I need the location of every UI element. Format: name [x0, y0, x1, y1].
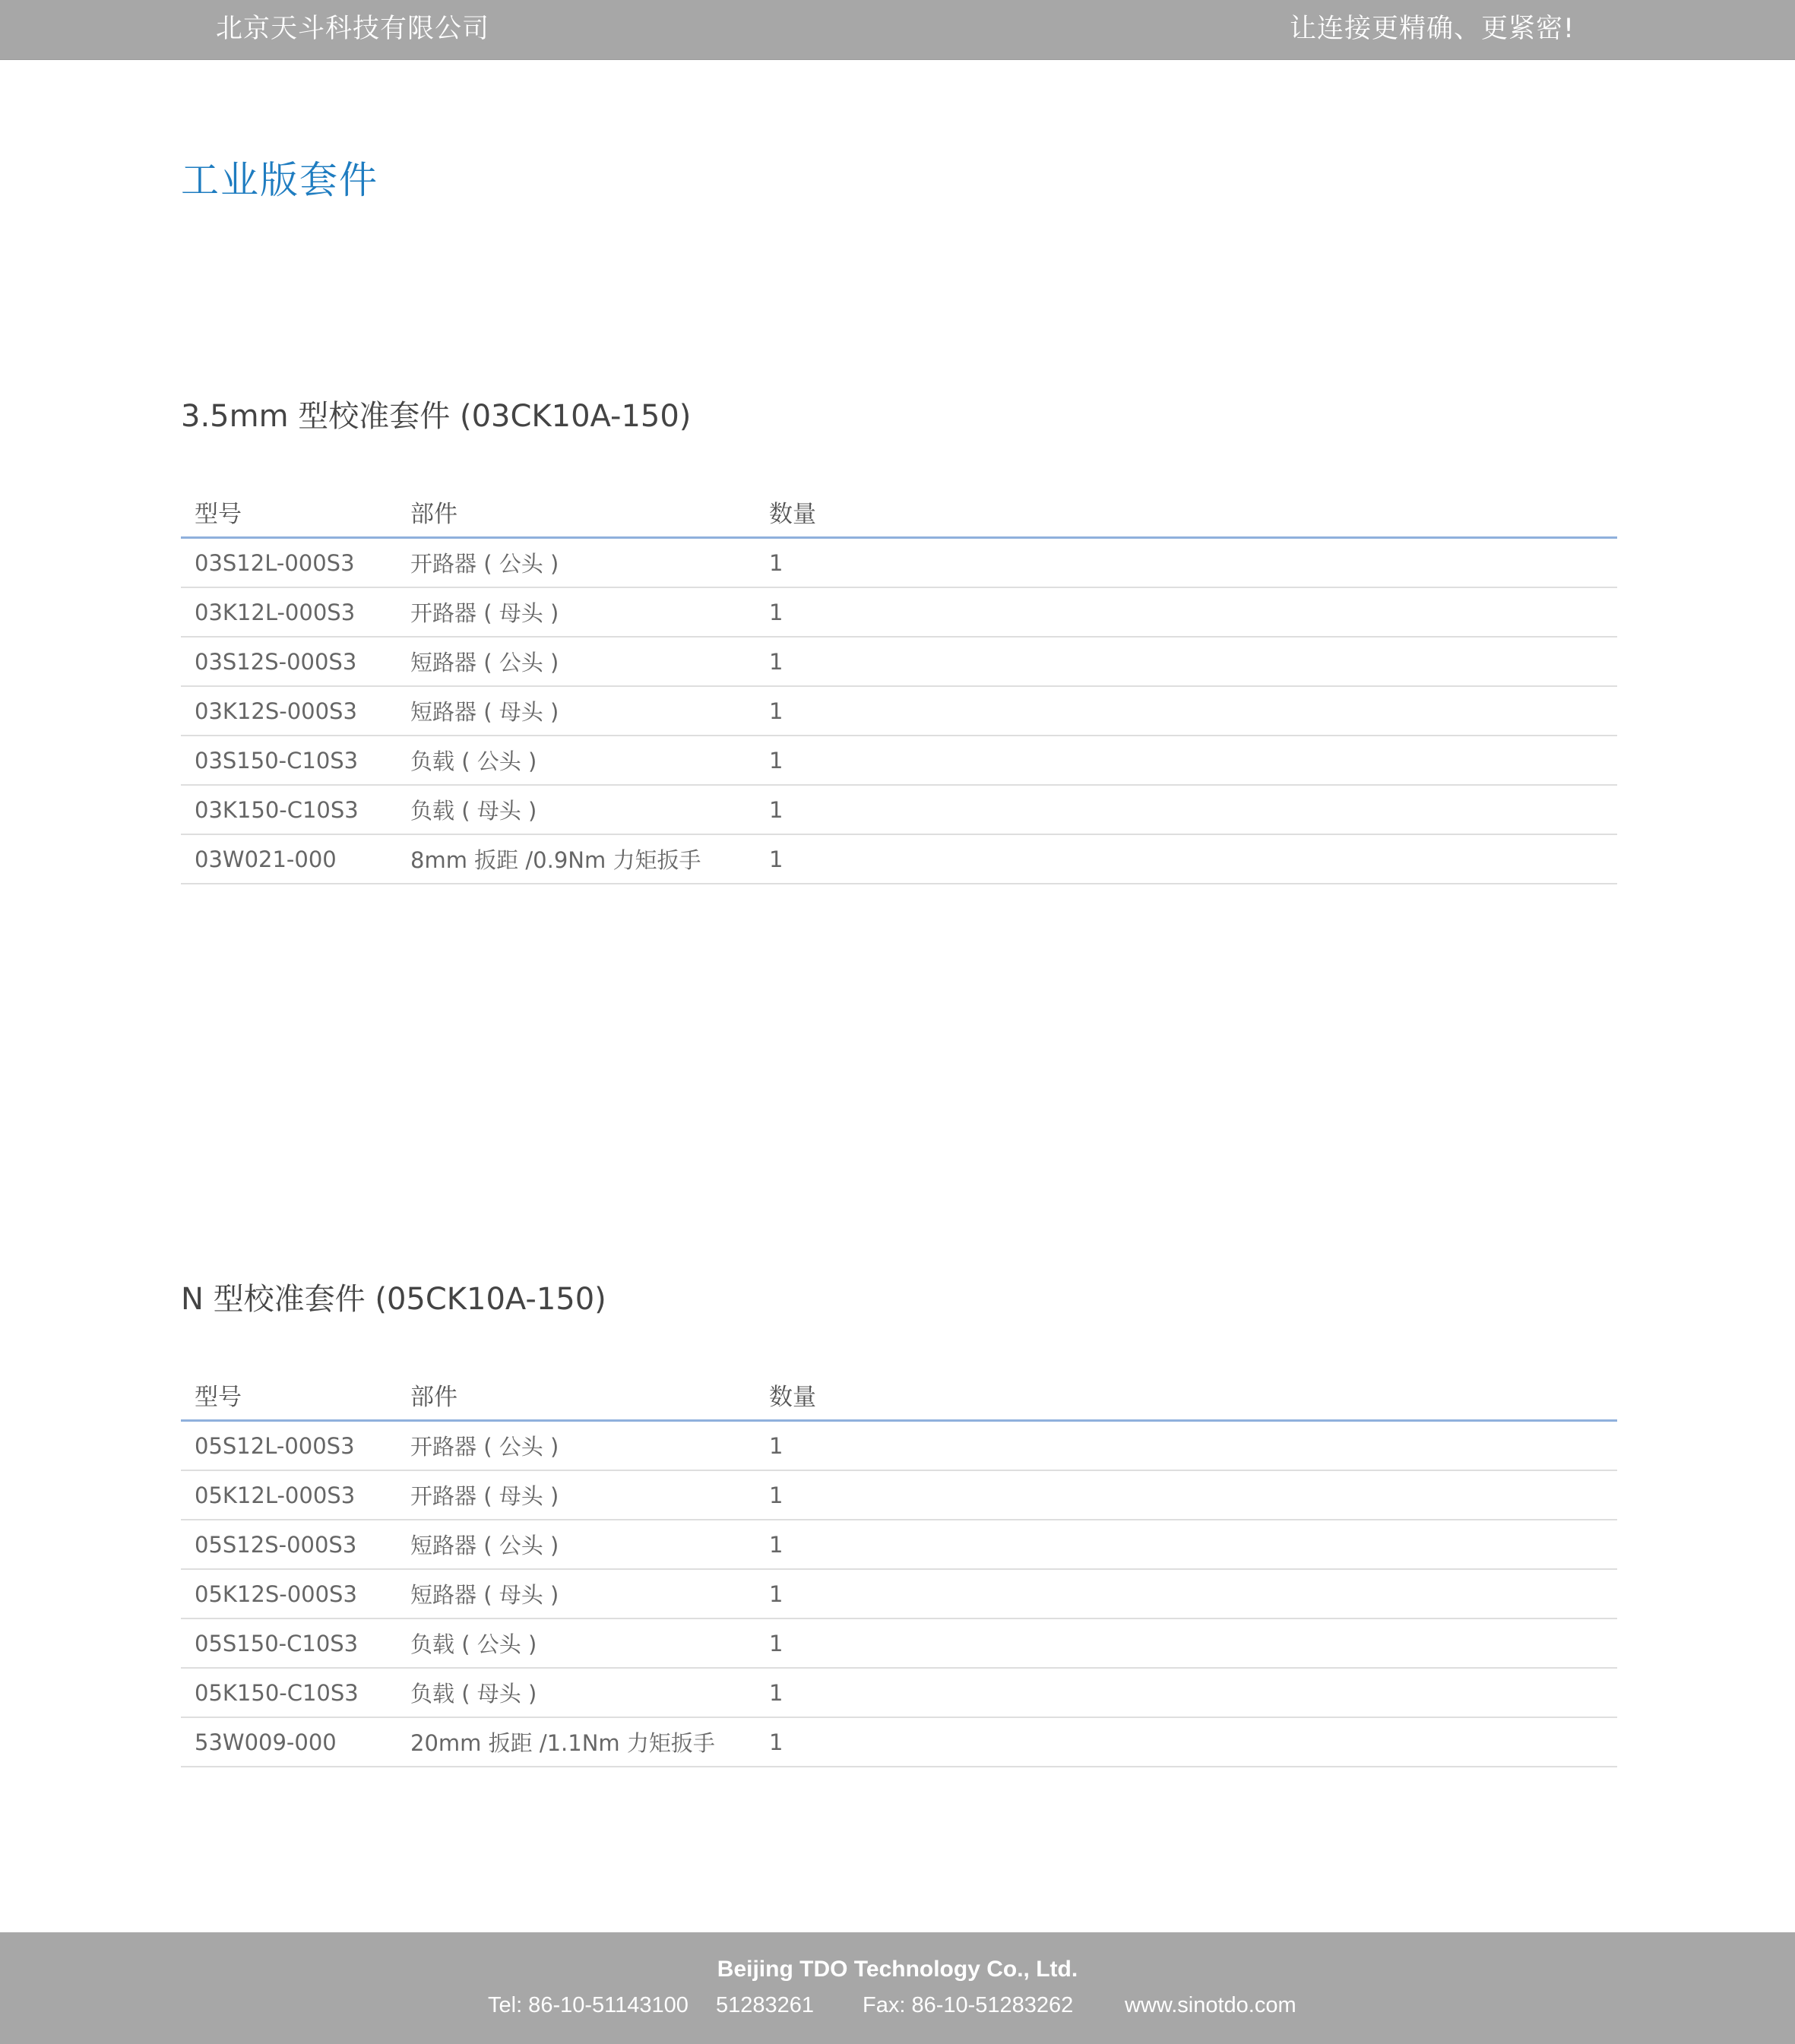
- part-cell: 负载 ( 公头 ): [410, 748, 537, 774]
- company-name: 北京天斗科技有限公司: [216, 14, 490, 44]
- table-row: [181, 736, 1617, 786]
- part-cell: 开路器 ( 公头 ): [410, 1434, 559, 1460]
- quantity-cell: 1: [769, 549, 784, 576]
- table-row: [181, 539, 1617, 588]
- header-bar: [0, 0, 1795, 60]
- model-cell: 03W021-000: [195, 846, 337, 872]
- quantity-cell: 1: [769, 1679, 784, 1706]
- model-cell: 03S150-C10S3: [195, 747, 359, 774]
- table-row: [181, 638, 1617, 687]
- table-row: [181, 1471, 1617, 1520]
- column-header-quantity: 数量: [769, 1383, 816, 1411]
- model-cell: 05K12L-000S3: [195, 1482, 356, 1508]
- column-header-part: 部件: [410, 1383, 457, 1411]
- quantity-cell: 1: [769, 648, 784, 675]
- quantity-cell: 1: [769, 1531, 784, 1558]
- part-cell: 开路器 ( 母头 ): [410, 600, 559, 626]
- model-cell: 05S150-C10S3: [195, 1630, 359, 1656]
- part-cell: 负载 ( 公头 ): [410, 1631, 537, 1657]
- part-cell: 短路器 ( 公头 ): [410, 1533, 559, 1558]
- table-row: [181, 1520, 1617, 1570]
- table-row: [181, 1718, 1617, 1767]
- table-row: [181, 835, 1617, 884]
- quantity-cell: 1: [769, 1729, 784, 1755]
- table-header-row: [181, 1369, 1617, 1422]
- part-cell: 负载 ( 母头 ): [410, 1681, 537, 1707]
- model-cell: 05K12S-000S3: [195, 1580, 357, 1607]
- table-row: [181, 687, 1617, 736]
- column-header-model: 型号: [195, 1383, 242, 1411]
- model-cell: 03K150-C10S3: [195, 796, 359, 823]
- table-header-row: [181, 486, 1617, 539]
- section-title: N 型校准套件 (05CK10A-150): [181, 1282, 606, 1317]
- table-row: [181, 786, 1617, 835]
- quantity-cell: 1: [769, 1630, 784, 1656]
- quantity-cell: 1: [769, 599, 784, 625]
- model-cell: 05K150-C10S3: [195, 1679, 359, 1706]
- part-cell: 短路器 ( 母头 ): [410, 1582, 559, 1608]
- model-cell: 05S12L-000S3: [195, 1432, 355, 1459]
- column-header-model: 型号: [195, 500, 242, 528]
- slogan: 让连接更精确、更紧密!: [1289, 14, 1575, 44]
- quantity-cell: 1: [769, 1432, 784, 1459]
- quantity-cell: 1: [769, 747, 784, 774]
- quantity-cell: 1: [769, 1482, 784, 1508]
- part-cell: 开路器 ( 公头 ): [410, 551, 559, 577]
- table-row: [181, 1570, 1617, 1619]
- footer-bar: [0, 1932, 1795, 2044]
- model-cell: 05S12S-000S3: [195, 1531, 357, 1558]
- quantity-cell: 1: [769, 846, 784, 872]
- kit-table: [181, 486, 1617, 884]
- column-header-quantity: 数量: [769, 500, 816, 528]
- footer-tel: Tel: 86-10-51143100: [488, 1993, 689, 2017]
- part-cell: 短路器 ( 公头 ): [410, 650, 559, 676]
- model-cell: 03K12L-000S3: [195, 599, 356, 625]
- section-title: 3.5mm 型校准套件 (03CK10A-150): [181, 399, 692, 434]
- table-row: [181, 1619, 1617, 1669]
- footer-company-name: Beijing TDO Technology Co., Ltd.: [717, 1957, 1078, 1982]
- model-cell: 03K12S-000S3: [195, 698, 357, 724]
- table-row: [181, 1669, 1617, 1718]
- footer-website-link[interactable]: www.sinotdo.com: [1125, 1993, 1296, 2017]
- table-row: [181, 588, 1617, 638]
- quantity-cell: 1: [769, 796, 784, 823]
- part-cell: 短路器 ( 母头 ): [410, 699, 559, 725]
- footer-fax: Fax: 86-10-51283262: [863, 1993, 1074, 2017]
- kit-table: [181, 1369, 1617, 1767]
- page-title: 工业版套件: [181, 158, 378, 202]
- model-cell: 03S12S-000S3: [195, 648, 357, 675]
- model-cell: 03S12L-000S3: [195, 549, 355, 576]
- footer-tel-alt: 51283261: [716, 1993, 815, 2017]
- table-row: [181, 1422, 1617, 1471]
- part-cell: 开路器 ( 母头 ): [410, 1483, 559, 1509]
- model-cell: 53W009-000: [195, 1729, 337, 1755]
- quantity-cell: 1: [769, 698, 784, 724]
- column-header-part: 部件: [410, 500, 457, 528]
- part-cell: 20mm 扳距 /1.1Nm 力矩扳手: [410, 1730, 715, 1756]
- part-cell: 8mm 扳距 /0.9Nm 力矩扳手: [410, 847, 701, 873]
- quantity-cell: 1: [769, 1580, 784, 1607]
- part-cell: 负载 ( 母头 ): [410, 798, 537, 824]
